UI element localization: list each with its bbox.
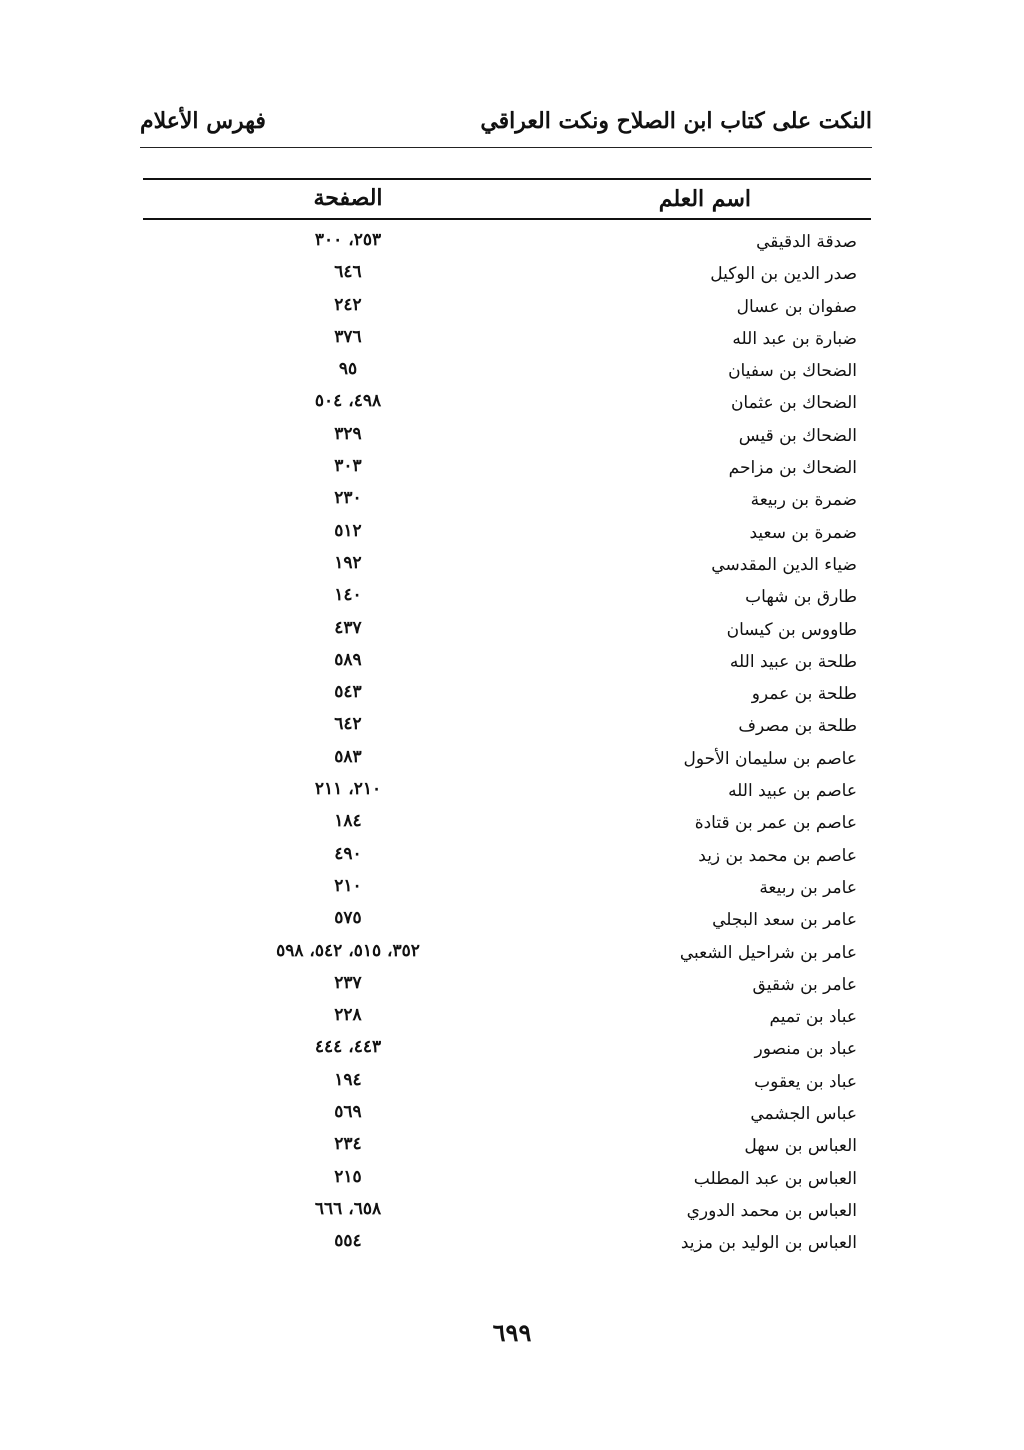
page-references: ٦٤٢ [334,714,362,735]
page-references: ٢١٠، ٢١١ [314,779,382,800]
person-name: عباس الجشمي [750,1104,857,1125]
page-references: ٥٨٣ [334,746,362,767]
table-row [143,1197,871,1229]
page-references: ٦٤٦ [334,262,362,283]
person-name: ضبارة بن عبد الله [732,328,857,349]
person-name: عاصم بن عبيد الله [728,781,857,802]
table-row [143,809,871,841]
person-name: العباس بن عبد المطلب [693,1168,857,1189]
table-header [143,180,871,218]
table-row [143,422,871,454]
person-name: صدقة الدقيقي [756,232,857,252]
page-references: ٥٧٥ [334,908,362,929]
person-name: الضحاك بن مزاحم [728,458,857,479]
person-name: الضحاك بن سفيان [728,361,857,382]
table-row [143,228,871,260]
table-row [143,1035,871,1067]
person-name: الضحاك بن قيس [738,425,857,446]
page-references: ٥٦٩ [334,1102,362,1123]
page-references: ٥٥٤ [334,1231,362,1252]
section-title: فهرس الأعلام [140,108,266,134]
table-row [143,680,871,712]
table-row [143,1100,871,1132]
person-name: العباس بن محمد الدوري [686,1200,857,1221]
person-name: عباد بن منصور [754,1039,857,1060]
page-references: ٢١٥ [334,1166,362,1187]
running-head [140,108,872,142]
table-row [143,325,871,357]
page-references: ٥٤٣ [334,682,362,703]
person-name: طلحة بن عبيد الله [729,651,857,672]
page-references: ٢٤٢ [334,294,362,315]
person-name: العباس بن سهل [744,1136,857,1157]
table-row [143,486,871,518]
person-name: العباس بن الوليد بن مزيد [680,1233,857,1254]
page-references: ٣٥٢، ٥١٥، ٥٤٢، ٥٩٨ [276,940,420,961]
table-row [143,519,871,551]
page-references: ٥٨٩ [334,649,362,670]
person-name: ضياء الدين المقدسي [711,554,857,575]
page-references: ٥١٢ [334,520,362,541]
column-header-name: اسم العلم [658,186,751,212]
page-references: ٢٣٠ [334,488,362,509]
page-references: ١٨٤ [334,811,362,832]
person-name: عامر بن ربيعة [759,877,857,898]
page-references: ١٤٠ [334,585,362,606]
page-references: ٢٢٨ [334,1005,362,1026]
table-row [143,971,871,1003]
table-row [143,712,871,744]
header-divider [140,147,872,148]
page-references: ١٩٢ [334,552,362,573]
table-row [143,939,871,971]
person-name: ضمرة بن سعيد [749,522,857,543]
table-row [143,1003,871,1035]
table-row [143,1132,871,1164]
page-references: ٦٥٨، ٦٦٦ [314,1198,382,1219]
person-name: طارق بن شهاب [745,587,857,608]
table-row [143,745,871,777]
table-row [143,389,871,421]
table-row [143,1165,871,1197]
table-row [143,874,871,906]
person-name: طاووس بن كيسان [726,619,857,640]
person-name: عامر بن شقيق [752,974,857,995]
table-row [143,1068,871,1100]
table-row [143,357,871,389]
table-row [143,1229,871,1261]
person-name: عاصم بن عمر بن قتادة [694,813,857,834]
person-name: الضحاك بن عثمان [730,393,857,414]
page-number: ٦٩٩ [492,1318,532,1347]
table-row [143,260,871,292]
table-row [143,293,871,325]
person-name: طلحة بن مصرف [738,716,857,737]
page-references: ٤٤٣، ٤٤٤ [314,1037,382,1058]
page-references: ٤٣٧ [334,617,362,638]
book-title: النكت على كتاب ابن الصلاح ونكت العراقي [480,108,872,134]
person-name: صدر الدين بن الوكيل [710,264,857,285]
page-references: ٣٠٣ [334,456,362,477]
table-row [143,842,871,874]
table-row [143,616,871,648]
table-row [143,583,871,615]
page-references: ١٩٤ [334,1069,362,1090]
person-name: عامر بن شراحيل الشعبي [679,942,857,963]
page-references: ٤٩٨، ٥٠٤ [314,391,382,412]
person-name: عباد بن تميم [769,1007,857,1028]
page-references: ٢٣٤ [334,1134,362,1155]
table-body [143,220,871,1262]
person-name: ضمرة بن ربيعة [750,490,857,511]
person-name: صفوان بن عسال [736,296,857,317]
table-row [143,906,871,938]
page-references: ٩٥ [338,359,358,380]
page-references: ٢١٠ [334,875,362,896]
table-row [143,551,871,583]
table-row [143,454,871,486]
index-table [143,178,871,1262]
person-name: عاصم بن سليمان الأحول [683,748,857,769]
person-name: عاصم بن محمد بن زيد [698,845,857,866]
column-header-page: الصفحة [313,185,383,211]
table-row [143,777,871,809]
page-references: ٢٥٣، ٣٠٠ [314,230,382,250]
page-references: ٢٣٧ [334,972,362,993]
page-references: ٣٧٦ [334,326,362,347]
page-references: ٣٢٩ [334,423,362,444]
table-row [143,648,871,680]
page-references: ٤٩٠ [334,843,362,864]
person-name: طلحة بن عمرو [751,684,857,705]
person-name: عامر بن سعد البجلي [712,910,857,931]
person-name: عباد بن يعقوب [754,1071,857,1092]
